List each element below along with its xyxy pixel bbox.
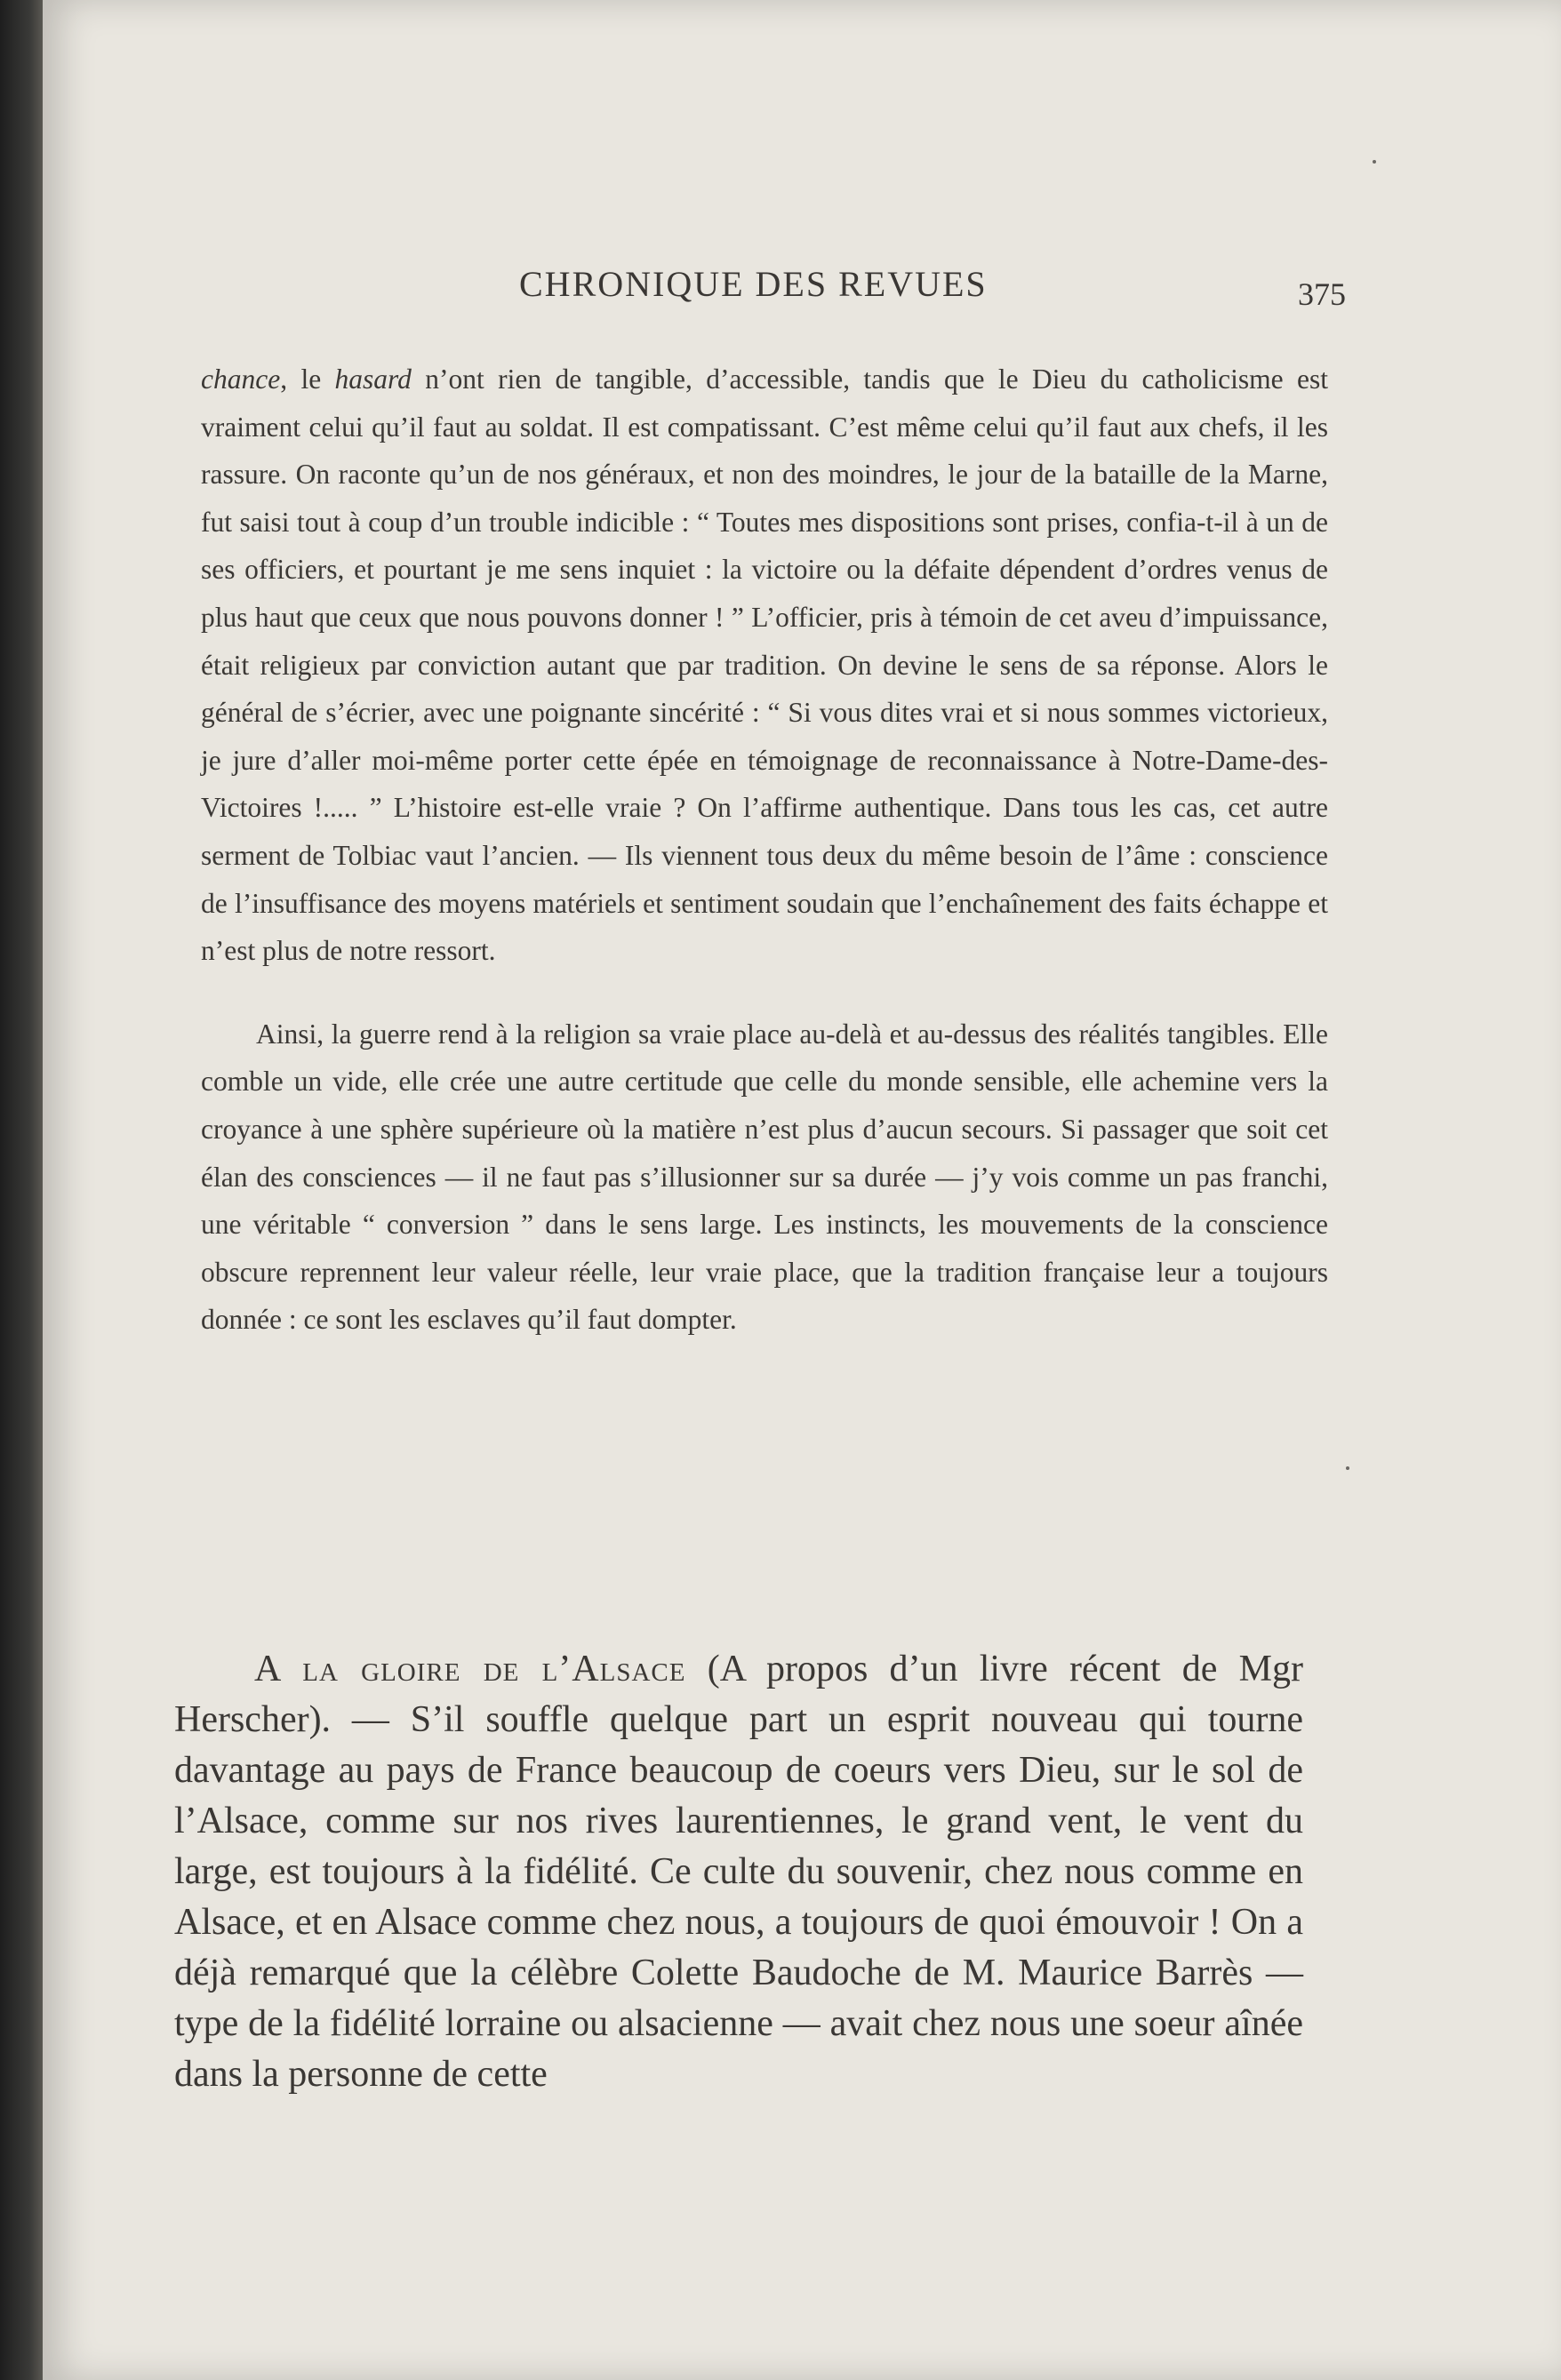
section-heading: A la gloire de l’Alsace: [254, 1649, 686, 1689]
page-number: 375: [1298, 276, 1346, 312]
paper-speck: [1346, 1466, 1349, 1470]
text-run: , le: [280, 363, 335, 395]
paragraph: Ainsi, la guerre rend à la religion sa vraie place au-delà et au-dessus des réalités tangibles. Elle comble un vide, elle crée une autre certitude que celle du monde sensible, elle achemine vers la croyance à une sphère supérieure où la matière n’est plus d’aucun secours. Si passager que soit cet élan des consciences — il ne faut pas s’illusionner sur sa durée — j’y vois comme un pas franchi, une véritable “ conversion ” dans le sens large. Les instincts, les mouvements de la conscience obscure reprennent leur valeur réelle, leur vraie place, que la tradition française leur a toujours donnée : ce sont les esclaves qu’il faut dompter.: [201, 1018, 1328, 1336]
section-paragraph: [174, 1644, 1303, 2100]
running-title: CHRONIQUE DES REVUES: [519, 264, 988, 304]
section-text: (A propos d’un livre récent de Mgr Herscher). — S’il souffle quelque part un esprit nouveau qui tourne davantage au pays de France beaucoup de coeurs vers Dieu, sur le sol de l’Alsace, comme sur nos rives laurentiennes, le grand vent, le vent du large, est toujours à la fidélité. Ce culte du souvenir, chez nous comme en Alsace, et en Alsace comme chez nous, a toujours de quoi émouvoir ! On a déjà remarqué que la célèbre Colette Baudoche de M. Maurice Barrès — type de la fidélité lorraine ou alsacienne — avait chez nous une soeur aînée dans la personne de cette: [174, 1649, 1303, 2095]
page-header: [196, 263, 1351, 316]
book-gutter: [0, 0, 43, 2380]
italic-word: chance: [201, 363, 281, 395]
paper-speck: [1373, 160, 1376, 164]
text-run: n’ont rien de tangible, d’accessible, tandis que le Dieu du catholicisme est vraiment celui qu’il faut au soldat. Il est compatissant. C’est même celui qu’il faut aux chefs, il les rassure. On raconte qu’un de nos généraux, et non des moindres, le jour de la bataille de la Marne, fut saisi tout à coup d’un trouble indicible : “ Toutes mes dispositions sont prises, confia-t-il à un de ses officiers, et pourtant je me sens inquiet : la victoire ou la défaite dépendent d’ordres venus de plus haut que ceux que nous pouvons donner ! ” L’officier, pris à témoin de cet aveu d’impuissance, était religieux par conviction autant que par tradition. On devine le sens de sa réponse. Alors le général de s’écrier, avec une poignante sincérité : “ Si vous dites vrai et si nous sommes victorieux, je jure d’aller moi-même porter cette épée en témoignage de reconnaissance à Notre-Dame-des-Victoires !..... ” L’histoire est-elle vraie ? On l’affirme authentique. Dans tous les cas, cet autre serment de Tolbiac vaut l’ancien. — Ils viennent tous deux du même besoin de l’âme : conscience de l’insuffisance des moyens matériels et sentiment soudain que l’enchaînement des faits échappe et n’est plus de notre ressort.: [201, 363, 1328, 967]
italic-word: hasard: [334, 363, 412, 395]
main-text: [201, 355, 1328, 1344]
section-alsace: [174, 1644, 1303, 2100]
paragraph-continued: [201, 355, 1328, 975]
